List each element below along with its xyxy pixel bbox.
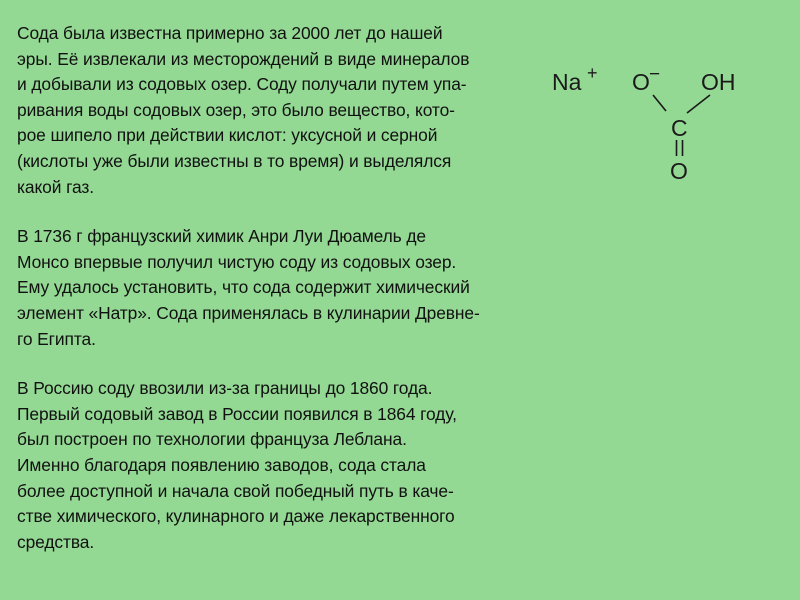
sodium-bicarbonate-formula (540, 55, 780, 195)
text-line: стве химического, кулинарного и даже лекарственного (17, 506, 455, 527)
sodium-charge: + (587, 63, 598, 83)
text-line: эры. Её извлекали из месторождений в виде минералов (17, 48, 470, 69)
paragraph-discovery (17, 224, 557, 352)
text-line: Сода была известна примерно за 2000 лет до нашей (17, 23, 443, 43)
oxygen-anion-charge: − (649, 64, 661, 85)
text-line: Именно благодаря появлению заводов, сода стала (17, 454, 426, 475)
carbon-symbol: C (671, 115, 688, 141)
paragraph-russia (17, 376, 557, 555)
formula-diagram (540, 55, 780, 195)
hydroxyl-group: OH (701, 69, 736, 95)
text-line: Первый содовый завод в России появился в 1864 году, (17, 403, 457, 424)
text-line: и добывали из содовых озер. Соду получали путем упа- (17, 74, 467, 95)
bond-carbon-oxygen (653, 95, 666, 111)
text-line: более доступной и начала свой победный путь в каче- (17, 480, 454, 501)
text-line: какой газ. (17, 176, 94, 197)
text-line: Ему удалось установить, что сода содержит химический (17, 277, 470, 298)
oxygen-anion-symbol: O (632, 69, 650, 95)
text-line: элемент «Натр». Сода применялась в кулинарии Древне- (17, 302, 480, 323)
paragraph-history (17, 21, 557, 200)
text-line: был построен по технологии француза Леблана. (17, 429, 407, 450)
bond-carbon-hydroxyl (687, 95, 710, 113)
carbonyl-oxygen-symbol: O (670, 158, 688, 184)
text-line: го Египта. (17, 328, 96, 349)
text-line: Монсо впервые получил чистую соду из содовых озер. (17, 251, 457, 272)
text-line: В Россию соду ввозили из-за границы до 1860 года. (17, 378, 433, 399)
text-line: ривания воды содовых озер, это было вещество, кото- (17, 99, 455, 120)
text-line: (кислоты уже были известны в то время) и выделялся (17, 150, 452, 171)
sodium-symbol: Na (552, 69, 582, 95)
text-line: средства. (17, 531, 95, 552)
text-line: рое шипело при действии кислот: уксусной и серной (17, 125, 438, 146)
text-line: В 1736 г французский химик Анри Луи Дюамель де (17, 226, 426, 247)
article-text (17, 21, 557, 579)
